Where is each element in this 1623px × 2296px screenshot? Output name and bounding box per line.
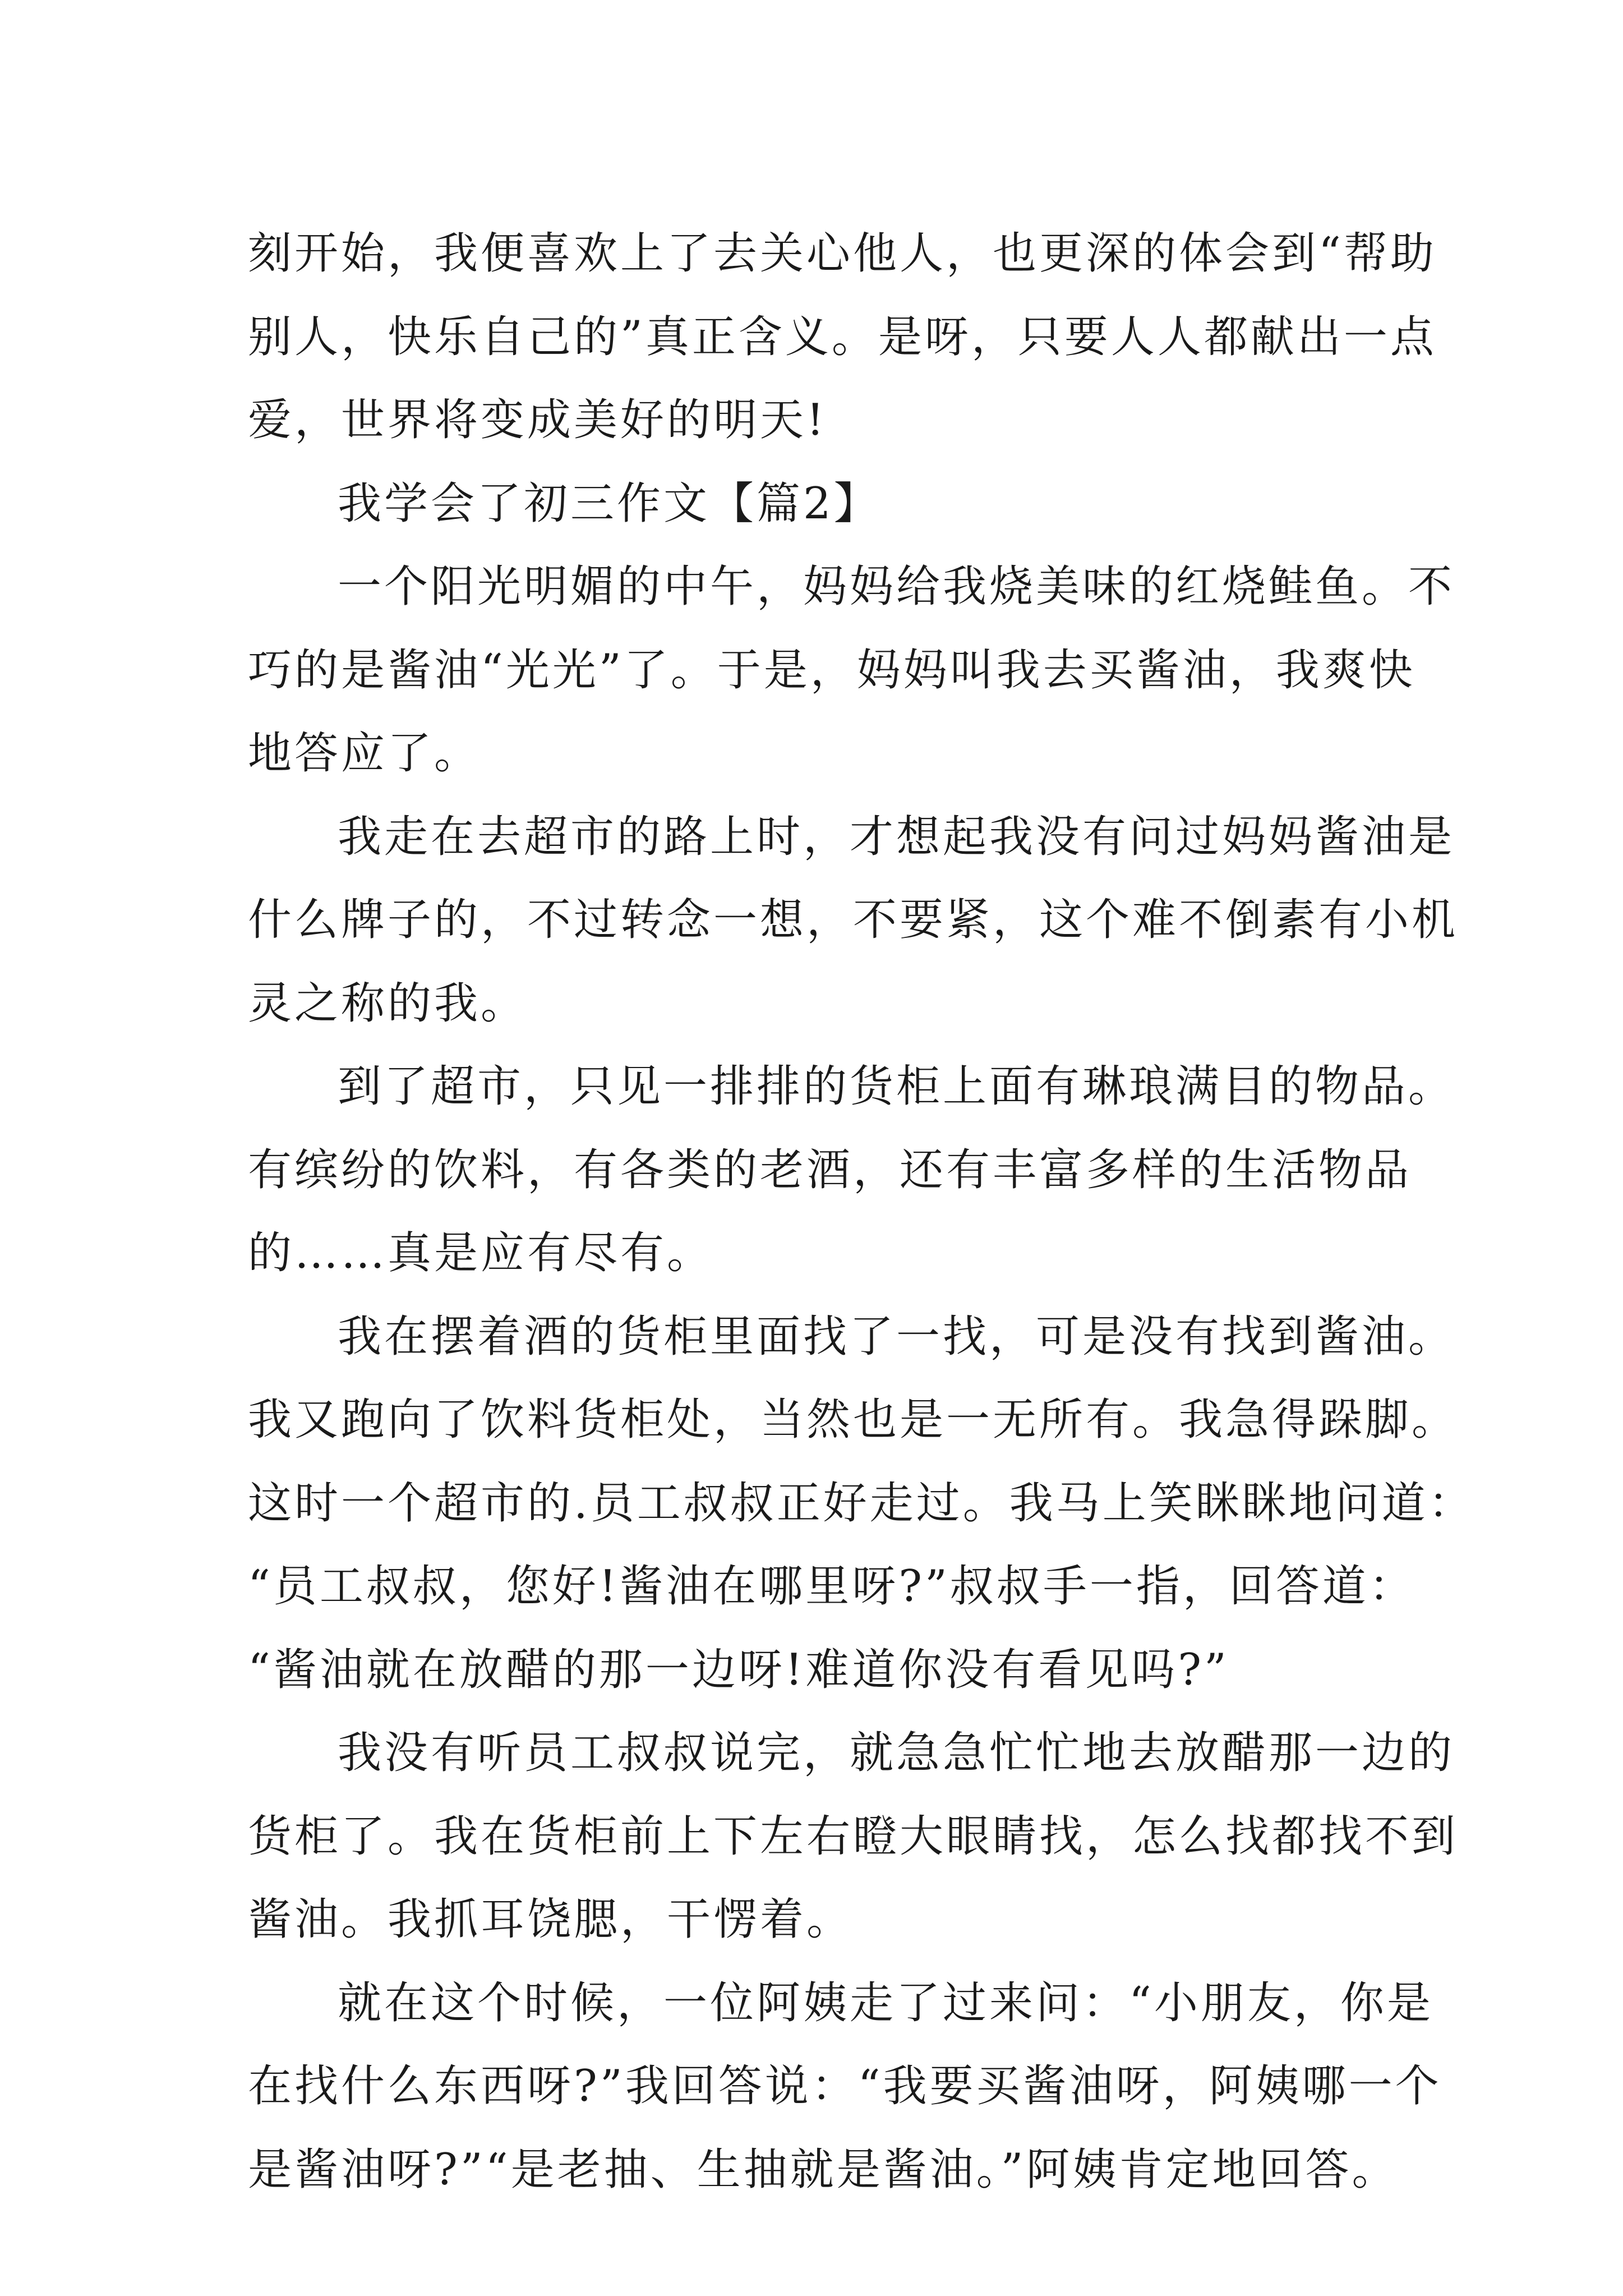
text-line: 到了超市，只见一排排的货柜上面有琳琅满目的物品。 xyxy=(338,1061,1455,1112)
text-line: 别人，快乐自己的”真正含义。是呀，只要人人都献出一点 xyxy=(248,311,1437,362)
text-line: 爱，世界将变成美好的明天! xyxy=(248,395,827,445)
text-line: 一个阳光明媚的中午，妈妈给我烧美味的红烧鲑鱼。不 xyxy=(338,562,1455,612)
text-line: 地答应了。 xyxy=(248,728,481,779)
text-line: 我又跑向了饮料货柜处，当然也是一无所有。我急得跺脚。 xyxy=(248,1395,1459,1445)
text-line: 灵之称的我。 xyxy=(248,978,528,1029)
text-line: 我在摆着酒的货柜里面找了一找，可是没有找到酱油。 xyxy=(338,1311,1455,1362)
text-line: 酱油。我抓耳饶腮，干愣着。 xyxy=(248,1894,854,1945)
section-heading xyxy=(248,462,1454,546)
text-line: 在找什么东西呀?”我回答说：“我要买酱油呀，阿姨哪一个 xyxy=(248,2061,1442,2111)
text-line: 刻开始，我便喜欢上了去关心他人，也更深的体会到“帮助 xyxy=(248,228,1437,279)
heading-text: 我学会了初三作文【篇2】 xyxy=(338,478,880,529)
text-line: 这时一个超市的.员工叔叔正好走过。我马上笑眯眯地问道： xyxy=(248,1478,1475,1529)
paragraph xyxy=(248,1962,1454,2212)
text-line: 什么牌子的，不过转念一想，不要紧，这个难不倒素有小机 xyxy=(248,895,1459,945)
text-line: 就在这个时候，一位阿姨走了过来问：“小朋友，你是 xyxy=(338,1977,1433,2028)
paragraph xyxy=(248,795,1459,1046)
text-line: 货柜了。我在货柜前上下左右瞪大眼睛找，怎么找都找不到 xyxy=(248,1811,1459,1862)
text-line: 我走在去超市的路上时，才想起我没有问过妈妈酱油是 xyxy=(338,811,1455,862)
paragraph xyxy=(248,1295,1475,1712)
paragraph xyxy=(248,545,1454,795)
text-line: 的……真是应有尽有。 xyxy=(248,1228,714,1278)
paragraph xyxy=(248,1045,1454,1295)
text-line: 有缤纷的饮料，有各类的老酒，还有丰富多样的生活物品 xyxy=(248,1144,1412,1195)
text-line: 巧的是酱油“光光”了。于是，妈妈叫我去买酱油，我爽快 xyxy=(248,645,1415,696)
text-line: 是酱油呀?”“是老抽、生抽就是酱油。”阿姨肯定地回答。 xyxy=(248,2144,1399,2195)
text-line: “酱油就在放醋的那一边呀!难道你没有看见吗?” xyxy=(248,1644,1229,1695)
text-line: 我没有听员工叔叔说完，就急急忙忙地去放醋那一边的 xyxy=(338,1728,1455,1778)
paragraph-continuation xyxy=(248,212,1454,462)
text-line: “员工叔叔，您好!酱油在哪里呀?”叔叔手一指，回答道： xyxy=(248,1561,1415,1612)
document-body xyxy=(248,212,1475,2211)
paragraph xyxy=(248,1711,1459,1962)
